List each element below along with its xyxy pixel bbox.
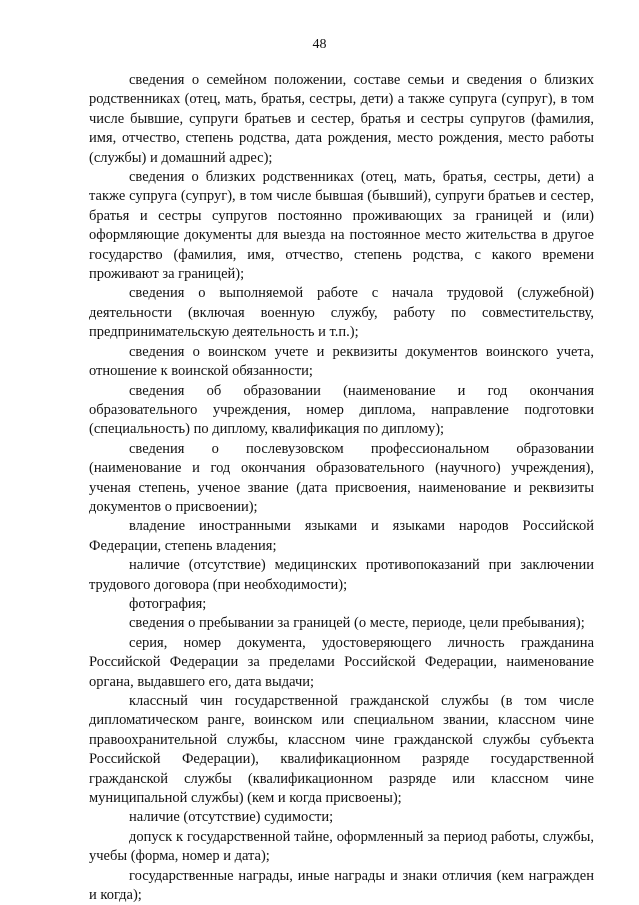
paragraph-military-registration: сведения о воинском учете и реквизиты документов воинского учета, отношение к воинской обязанности; [89, 343, 594, 380]
paragraph-medical-contraindications: наличие (отсутствие) медицинских противопоказаний при заключении трудового договора (при необходимости); [89, 557, 594, 593]
paragraph-state-awards: государственные награды, иные награды и знаки отличия (кем награжден и когда); [89, 867, 594, 904]
page-number: 48 [312, 37, 327, 52]
paragraph-postgraduate-education: сведения о послевузовском профессиональном образовании (наименование и год окончания образовательного (научного) учреждения), ученая степень, ученое звание (дата присвоения, наименование и реквизиты документов о присвоении); [89, 440, 594, 515]
paragraph-relatives-abroad: сведения о близких родственниках (отец, мать, братья, сестры, дети) а также супруга (супруг), в том числе бывшая (бывший), супруги братьев и сестер, братья и сестры супругов постоянно проживающих за границей и (или) оформляющие документы для выезда на постоянное место жительства в другое государство (фамилия, имя, отчество, степень родства, с какого времени проживают за границей); [89, 169, 594, 283]
paragraph-criminal-record: наличие (отсутствие) судимости; [129, 809, 334, 826]
paragraph-languages: владение иностранными языками и языками народов Российской Федерации, степень владения; [89, 518, 594, 554]
paragraph-education: сведения об образовании (наименование и год окончания образовательного учреждения, номер диплома, направление подготовки (специальность) по диплому, квалификация по диплому); [89, 382, 594, 438]
paragraph-work-history: сведения о выполняемой работе с начала трудовой (служебной) деятельности (включая военную службу, работу по совместительству, предпринимательскую деятельность и т.п.); [89, 285, 594, 341]
document-body [89, 71, 594, 905]
paragraph-family-status: сведения о семейном положении, составе семьи и сведения о близких родственниках (отец, мать, братья, сестры, дети) а также супруга (супруг), в том числе бывшие, супруги братьев и сестер, братья и сестры супругов (фамилия, имя, отчество, степень родства, дата рождения, место рождения, место работы (службы) и домашний адрес); [89, 72, 594, 166]
paragraph-photo: фотография; [129, 595, 207, 612]
paragraph-foreign-passport: серия, номер документа, удостоверяющего личность гражданина Российской Федерации за пределами Российской Федерации, наименование органа, выдавшего его, дата выдачи; [89, 634, 594, 690]
paragraph-class-rank: классный чин государственной гражданской службы (в том числе дипломатическом ранге, воинском или специальном звании, классном чине правоохранительной службы, классном чине гражданской службы субъекта Российской Федерации), квалификационном разряде государственной гражданской службы (квалификационном разряде или классном чине муниципальной службы) (кем и когда присвоены); [89, 693, 594, 807]
paragraph-stays-abroad: сведения о пребывании за границей (о месте, периоде, цели пребывания); [129, 615, 585, 632]
paragraph-state-secret-clearance: допуск к государственной тайне, оформленный за период работы, службы, учебы (форма, номер и дата); [89, 828, 594, 865]
